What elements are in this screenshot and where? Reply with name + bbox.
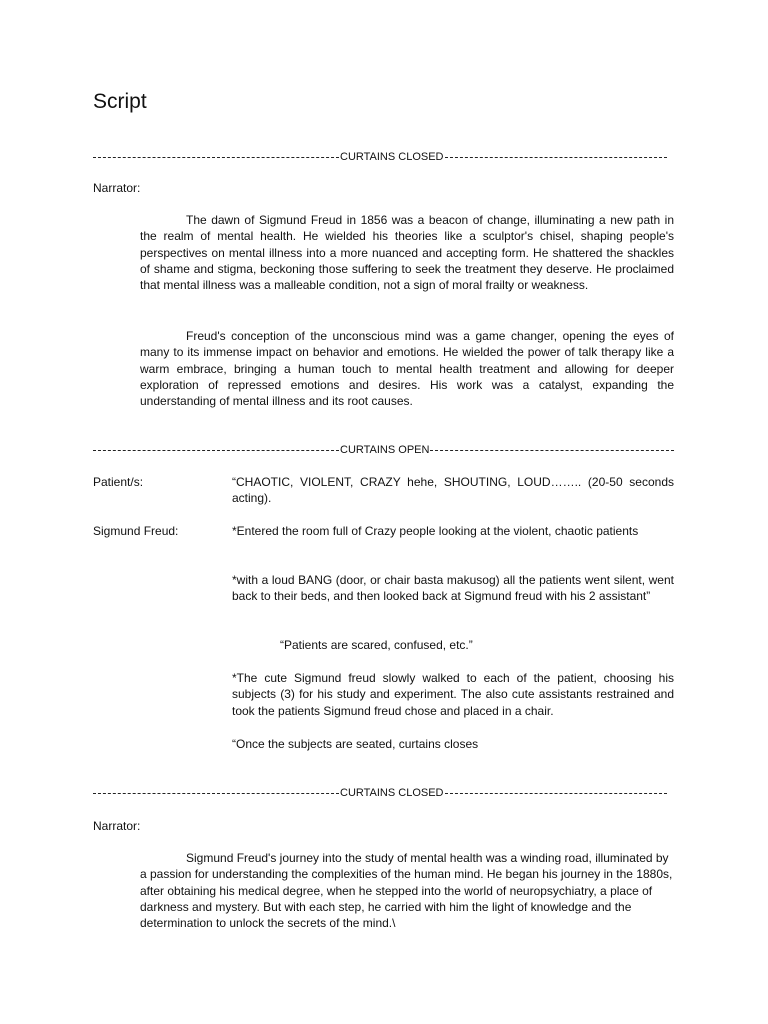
speaker-narrator-2: Narrator: [93, 819, 141, 833]
narration-paragraph-3: Sigmund Freud's journey into the study of mental health was a winding road, illuminated by a passion for understanding the complexities of the human mind. He began his journey in the 1880s, after obtaining his medical degree, when he stepped into the world of neuropsychiatry, a place of darkness and mystery. But with each step, he carried with him the light of knowledge and the determination to unlock the secrets of the mind.\ [140, 851, 673, 931]
freud-line-1: *Entered the room full of Crazy people looking at the violent, chaotic patients [232, 524, 639, 538]
divider-curtains-closed-2 [93, 786, 674, 800]
narration-paragraph-1: The dawn of Sigmund Freud in 1856 was a beacon of change, illuminating a new path in the realm of mental health. He wielded his theories like a sculptor's chisel, shaping people's perspectives on mental illness into a more nuanced and accepting form. He shattered the shackles of shame and stigma, beckoning those suffering to seek the treatment they deserve. He proclaimed that mental illness was a malleable condition, not a sign of moral frailty or weakness. [140, 213, 674, 293]
divider-label: CURTAINS OPEN [340, 444, 430, 457]
speaker-narrator-1: Narrator: [93, 181, 141, 195]
patients-line: “CHAOTIC, VIOLENT, CRAZY hehe, SHOUTING, LOUD…….. (20-50 seconds acting). [232, 475, 674, 506]
freud-line-4: *The cute Sigmund freud slowly walked to each of the patient, choosing his subjects (3) for his study and experiment. The also cute assistants restrained and took the patients Sigmund freud chose and placed in a chair. [232, 671, 674, 718]
freud-line-2: *with a loud BANG (door, or chair basta makusog) all the patients went silent, went back to their beds, and then looked back at Sigmund freud with his 2 assistant” [232, 573, 674, 604]
page-title: Script [93, 90, 147, 113]
divider-curtains-closed-1 [93, 150, 674, 164]
speaker-sigmund-freud: Sigmund Freud: [93, 524, 179, 538]
divider-label: CURTAINS CLOSED [340, 787, 444, 800]
freud-line-5: “Once the subjects are seated, curtains closes [232, 737, 479, 751]
freud-line-3: “Patients are scared, confused, etc.” [280, 638, 473, 652]
divider-curtains-open [93, 443, 674, 457]
divider-label: CURTAINS CLOSED [340, 151, 444, 164]
speaker-patients: Patient/s: [93, 475, 144, 489]
narration-paragraph-2: Freud's conception of the unconscious mind was a game changer, opening the eyes of many to its immense impact on behavior and emotions. He wielded the power of talk therapy like a warm embrace, bringing a human touch to mental health treatment and allowing for deeper exploration of repressed emotions and desires. His work was a catalyst, expanding the understanding of mental illness and its root causes. [140, 329, 674, 409]
